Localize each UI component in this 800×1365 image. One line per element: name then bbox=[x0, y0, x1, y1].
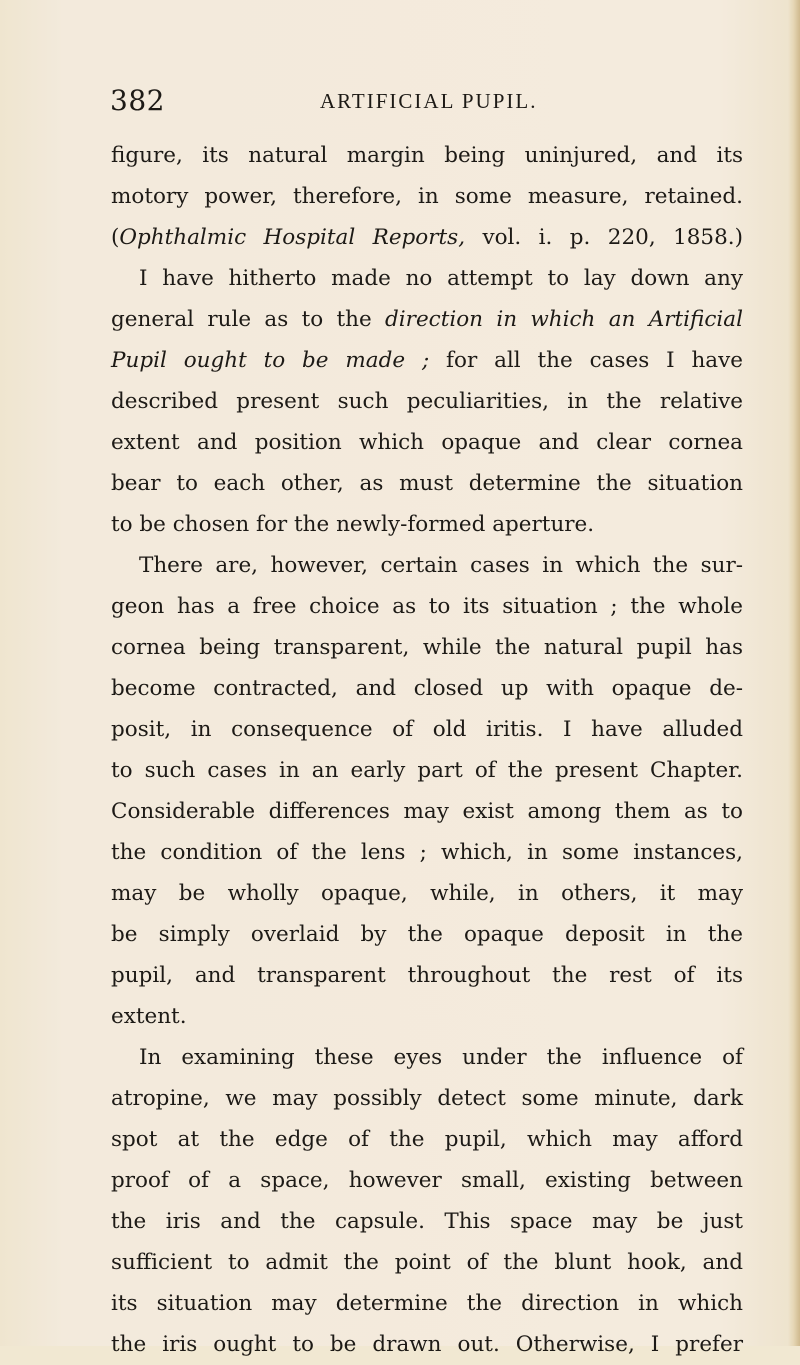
text-line: There are, however, certain cases in which the sur- bbox=[139, 553, 743, 578]
citation-details: vol. i. p. 220, 1858.) bbox=[465, 225, 744, 250]
text-line: Considerable differences may exist among them as to bbox=[111, 799, 743, 824]
text-line-citation bbox=[111, 217, 743, 258]
page-header bbox=[110, 84, 750, 124]
text-line: become contracted, and closed up with opaque de- bbox=[111, 676, 743, 701]
text-line: the condition of the lens ; which, in some instances, bbox=[111, 840, 743, 865]
text-line: figure, its natural margin being uninjured, and its bbox=[111, 143, 743, 168]
text-line: proof of a space, however small, existing between bbox=[111, 1168, 743, 1193]
line-text: general rule as to the bbox=[111, 307, 386, 332]
text-line: be simply overlaid by the opaque deposit in the bbox=[111, 922, 743, 947]
running-head: ARTIFICIAL PUPIL. bbox=[320, 89, 538, 113]
text-line: to be chosen for the newly-formed aperture. bbox=[111, 512, 595, 537]
text-line: bear to each other, as must determine the situation bbox=[111, 471, 743, 496]
text-line: In examining these eyes under the influence of bbox=[139, 1045, 743, 1070]
text-line: its situation may determine the direction in which bbox=[111, 1291, 743, 1316]
text-line: geon has a free choice as to its situation ; the whole bbox=[111, 594, 743, 619]
text-line: the iris and the capsule. This space may be just bbox=[111, 1209, 743, 1234]
body-text bbox=[111, 135, 743, 1365]
text-line: atropine, we may possibly detect some minute, dark bbox=[111, 1086, 743, 1111]
page-number: 382 bbox=[110, 84, 165, 117]
line-text: for all the cases I have bbox=[429, 348, 743, 373]
text-line: cornea being transparent, while the natural pupil has bbox=[111, 635, 743, 660]
citation-open: ( bbox=[111, 225, 120, 250]
text-line: spot at the edge of the pupil, which may afford bbox=[111, 1127, 743, 1152]
citation-title: Ophthalmic Hospital Reports, bbox=[119, 225, 466, 250]
emphasis-text: Pupil ought to be made ; bbox=[111, 348, 430, 373]
text-line: described present such peculiarities, in the relative bbox=[111, 389, 743, 414]
page-edge-shadow bbox=[788, 0, 800, 1346]
text-line: extent and position which opaque and clear cornea bbox=[111, 430, 743, 455]
text-line: sufficient to admit the point of the blunt hook, and bbox=[111, 1250, 743, 1275]
text-line-emphasis bbox=[111, 340, 743, 381]
text-line: extent. bbox=[111, 1004, 187, 1029]
text-line: pupil, and transparent throughout the rest of its bbox=[111, 963, 743, 988]
emphasis-text: direction in which an Artificial bbox=[385, 307, 743, 332]
text-line-emphasis bbox=[111, 299, 743, 340]
text-line: motory power, therefore, in some measure, retained. bbox=[111, 184, 743, 209]
text-line: posit, in consequence of old iritis. I have alluded bbox=[111, 717, 743, 742]
text-line: the iris ought to be drawn out. Otherwise, I prefer bbox=[111, 1332, 743, 1357]
text-line: I have hitherto made no attempt to lay down any bbox=[139, 266, 743, 291]
text-line: to such cases in an early part of the present Chapter. bbox=[111, 758, 743, 783]
text-line: may be wholly opaque, while, in others, it may bbox=[111, 881, 743, 906]
